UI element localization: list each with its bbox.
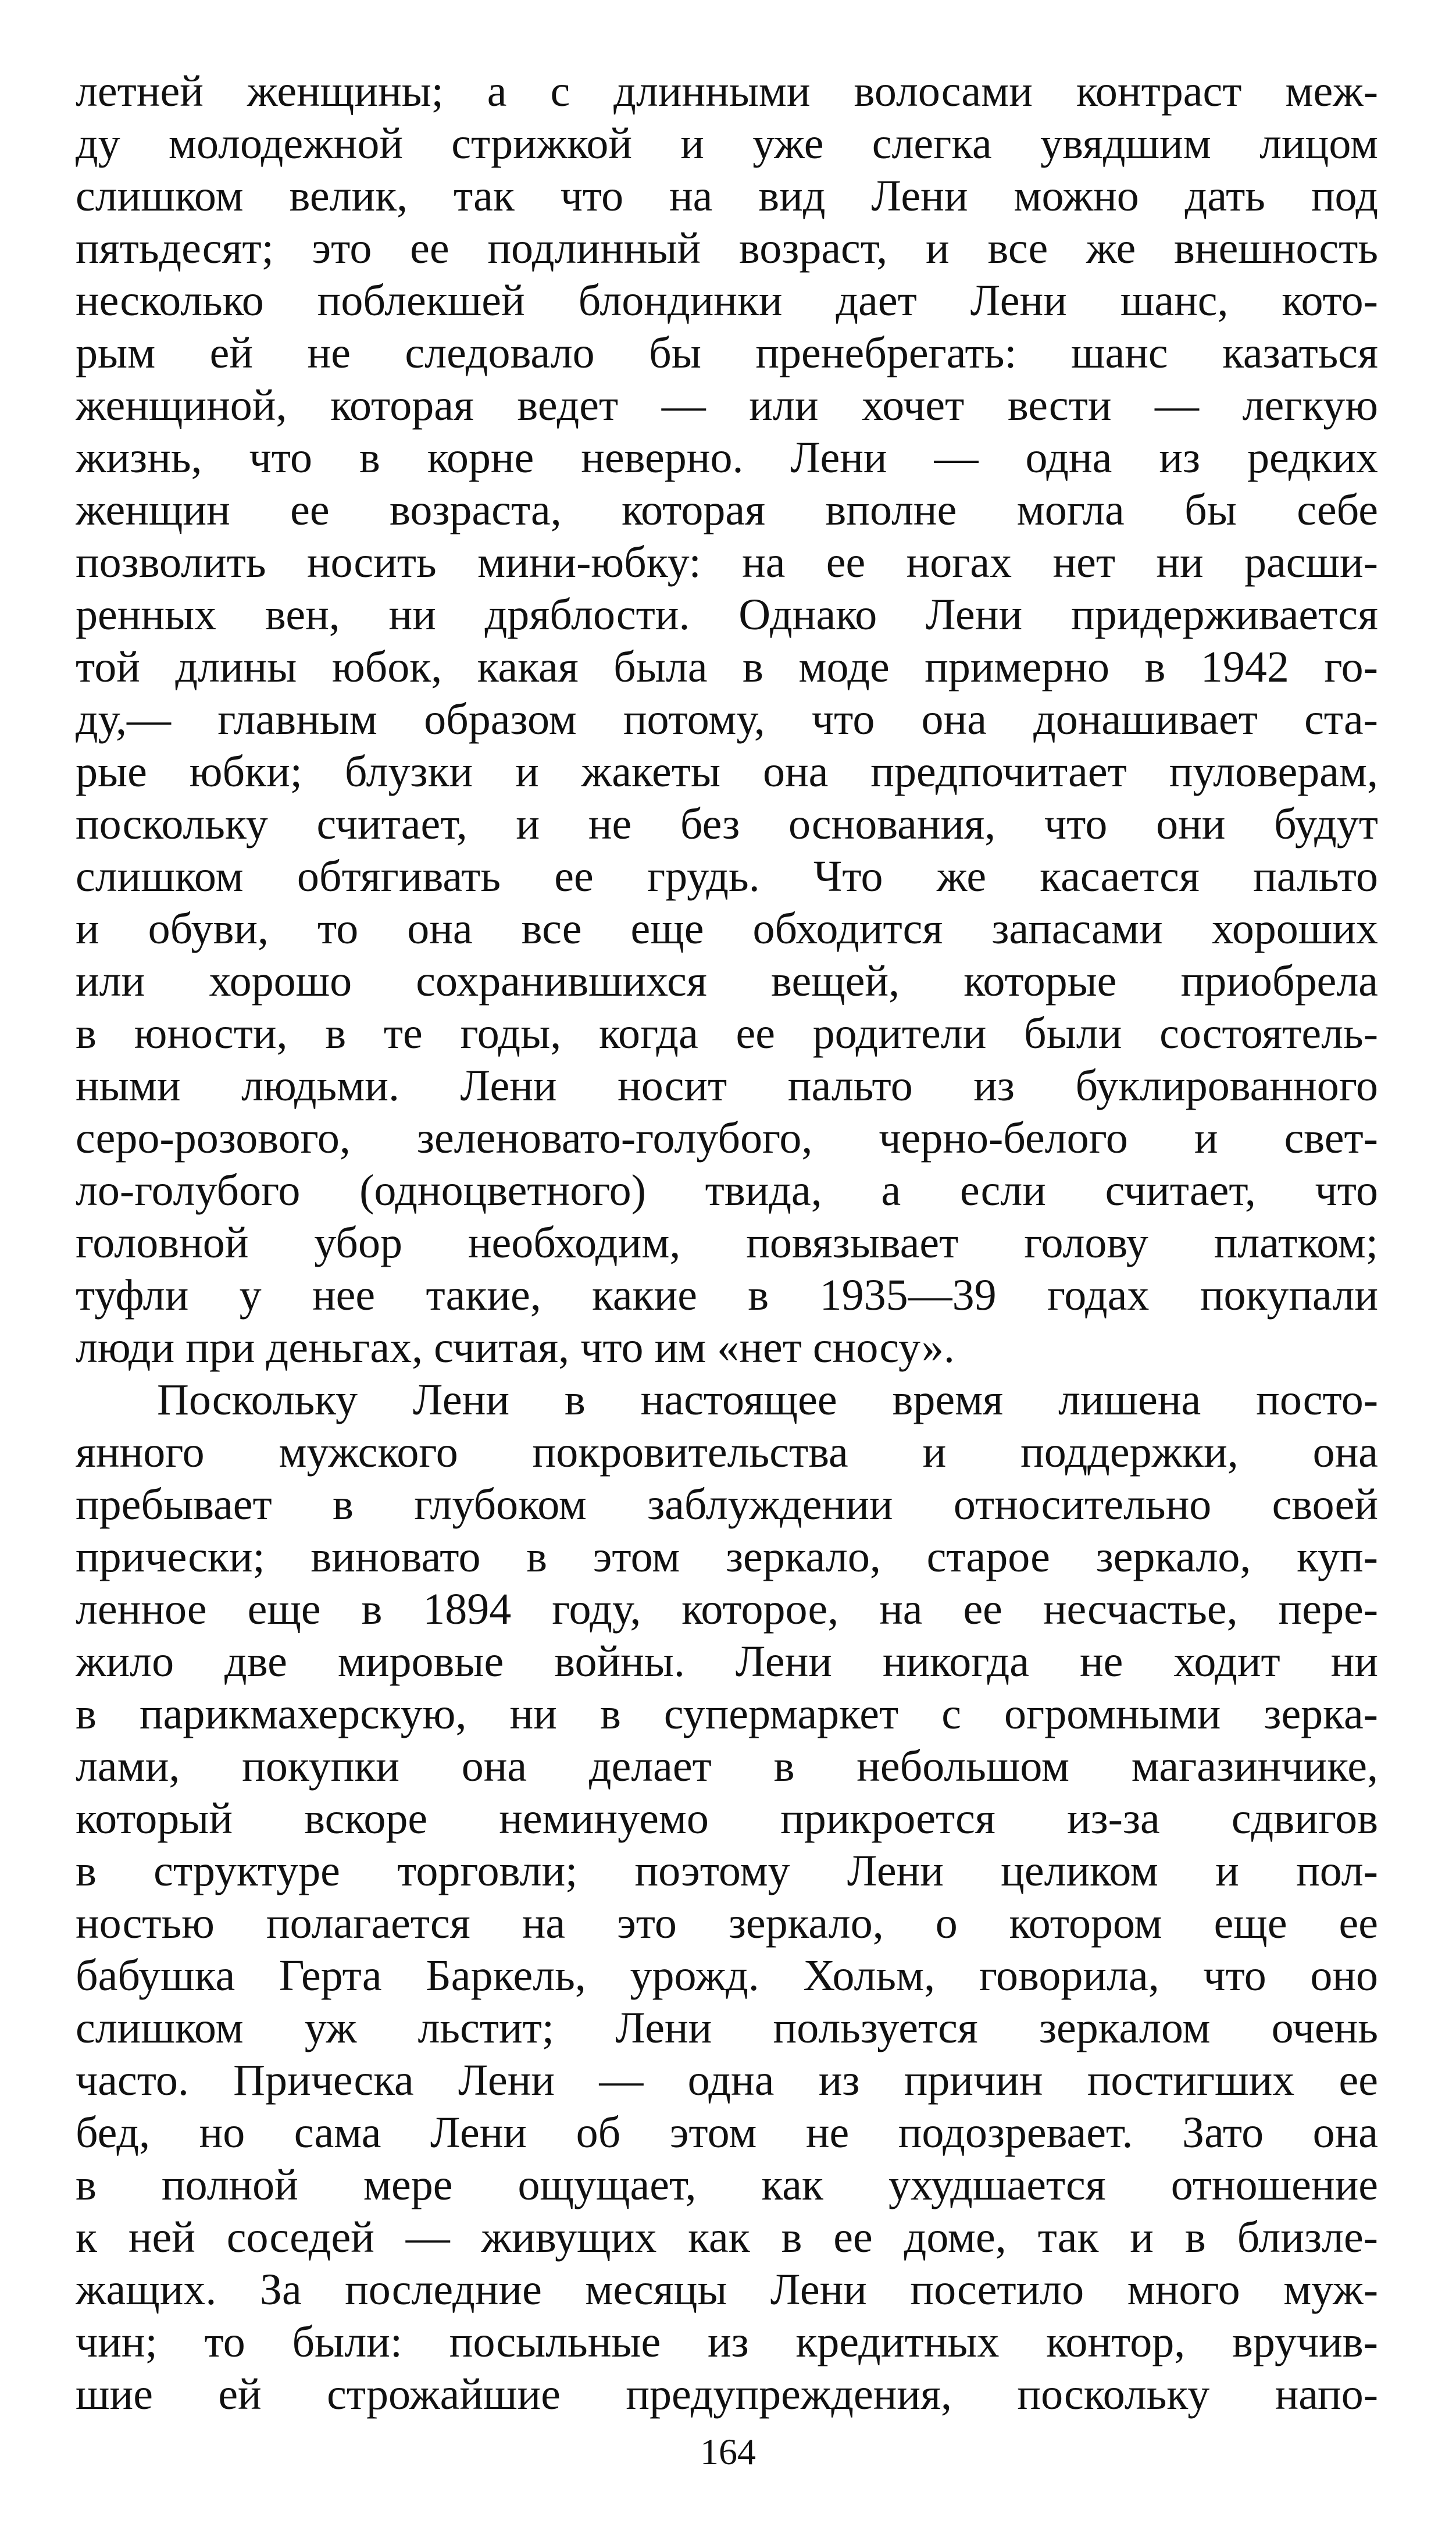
text-line: бабушка Герта Баркель, урожд. Хольм, говорила, что оно	[76, 1951, 1378, 2000]
text-line: слишком обтягивать ее грудь. Что же касается пальто	[76, 852, 1378, 901]
text-line: ренных вен, ни дряблости. Однако Лени придерживается	[76, 590, 1378, 639]
text-line: позволить носить мини-юбку: на ее ногах нет ни расши-	[76, 538, 1378, 587]
text-line: несколько поблекшей блондинки дает Лени шанс, кото-	[76, 276, 1378, 325]
text-line: пребывает в глубоком заблуждении относительно своей	[76, 1480, 1378, 1529]
text-line: и обуви, то она все еще обходится запасами хороших	[76, 904, 1378, 953]
text-line: шие ей строжайшие предупреждения, поскольку напо-	[76, 2370, 1378, 2419]
text-line: прически; виновато в этом зеркало, старое зеркало, куп-	[76, 1532, 1378, 1581]
text-line: жизнь, что в корне неверно. Лени — одна из редких	[76, 433, 1378, 482]
text-line: ло-голубого (одноцветного) твида, а если считает, что	[76, 1166, 1378, 1215]
text-line: поскольку считает, и не без основания, что они будут	[76, 800, 1378, 849]
text-line: той длины юбок, какая была в моде примерно в 1942 го-	[76, 643, 1378, 692]
text-line: жащих. За последние месяцы Лени посетило много муж-	[76, 2265, 1378, 2314]
text-line: или хорошо сохранившихся вещей, которые приобрела	[76, 957, 1378, 1006]
page-number: 164	[700, 2431, 756, 2472]
text-line: рые юбки; блузки и жакеты она предпочитает пуловерам,	[76, 747, 1378, 796]
text-line: ностью полагается на это зеркало, о котором еще ее	[76, 1899, 1378, 1948]
text-line: ду молодежной стрижкой и уже слегка увядшим лицом	[76, 119, 1378, 168]
text-line: лами, покупки она делает в небольшом магазинчике,	[76, 1742, 1378, 1791]
text-line: женщиной, которая ведет — или хочет вести — легкую	[76, 381, 1378, 430]
text-line: слишком уж льстит; Лени пользуется зеркалом очень	[76, 2004, 1378, 2052]
text-line: ными людьми. Лени носит пальто из буклированного	[76, 1061, 1378, 1110]
text-line: летней женщины; а с длинными волосами контраст меж-	[76, 67, 1378, 116]
text-line: ду,— главным образом потому, что она донашивает ста-	[76, 695, 1378, 744]
text-line: жило две мировые войны. Лени никогда не ходит ни	[76, 1637, 1378, 1686]
paragraph-start-line: Поскольку Лени в настоящее время лишена посто-	[157, 1375, 1378, 1424]
text-line: рым ей не следовало бы пренебрегать: шанс казаться	[76, 329, 1378, 377]
text-line: янного мужского покровительства и поддержки, она	[76, 1428, 1378, 1477]
text-line: в юности, в те годы, когда ее родители были состоятель-	[76, 1009, 1378, 1058]
text-line: серо-розового, зеленовато-голубого, черно-белого и свет-	[76, 1114, 1378, 1163]
text-line: в полной мере ощущает, как ухудшается отношение	[76, 2161, 1378, 2209]
text-line: слишком велик, так что на вид Лени можно дать под	[76, 172, 1378, 220]
text-line: ленное еще в 1894 году, которое, на ее несчастье, пере-	[76, 1585, 1378, 1634]
text-line: бед, но сама Лени об этом не подозревает. Зато она	[76, 2108, 1378, 2157]
text-line: к ней соседей — живущих как в ее доме, так и в близле-	[76, 2213, 1378, 2262]
text-line: в структуре торговли; поэтому Лени целиком и пол-	[76, 1847, 1378, 1895]
text-line: головной убор необходим, повязывает голову платком;	[76, 1218, 1378, 1267]
body-text	[76, 65, 1378, 2421]
text-line: пятьдесят; это ее подлинный возраст, и все же внешность	[76, 224, 1378, 273]
text-line: чин; то были: посыльные из кредитных контор, вручив-	[76, 2318, 1378, 2366]
text-line: туфли у нее такие, какие в 1935—39 годах покупали	[76, 1271, 1378, 1320]
paragraph-end-line: люди при деньгах, считая, что им «нет сносу».	[76, 1323, 955, 1372]
text-line: в парикмахерскую, ни в супермаркет с огромными зерка-	[76, 1689, 1378, 1738]
text-line: часто. Прическа Лени — одна из причин постигших ее	[76, 2056, 1378, 2105]
text-line: который вскоре неминуемо прикроется из-за сдвигов	[76, 1794, 1378, 1843]
text-line: женщин ее возраста, которая вполне могла бы себе	[76, 486, 1378, 534]
